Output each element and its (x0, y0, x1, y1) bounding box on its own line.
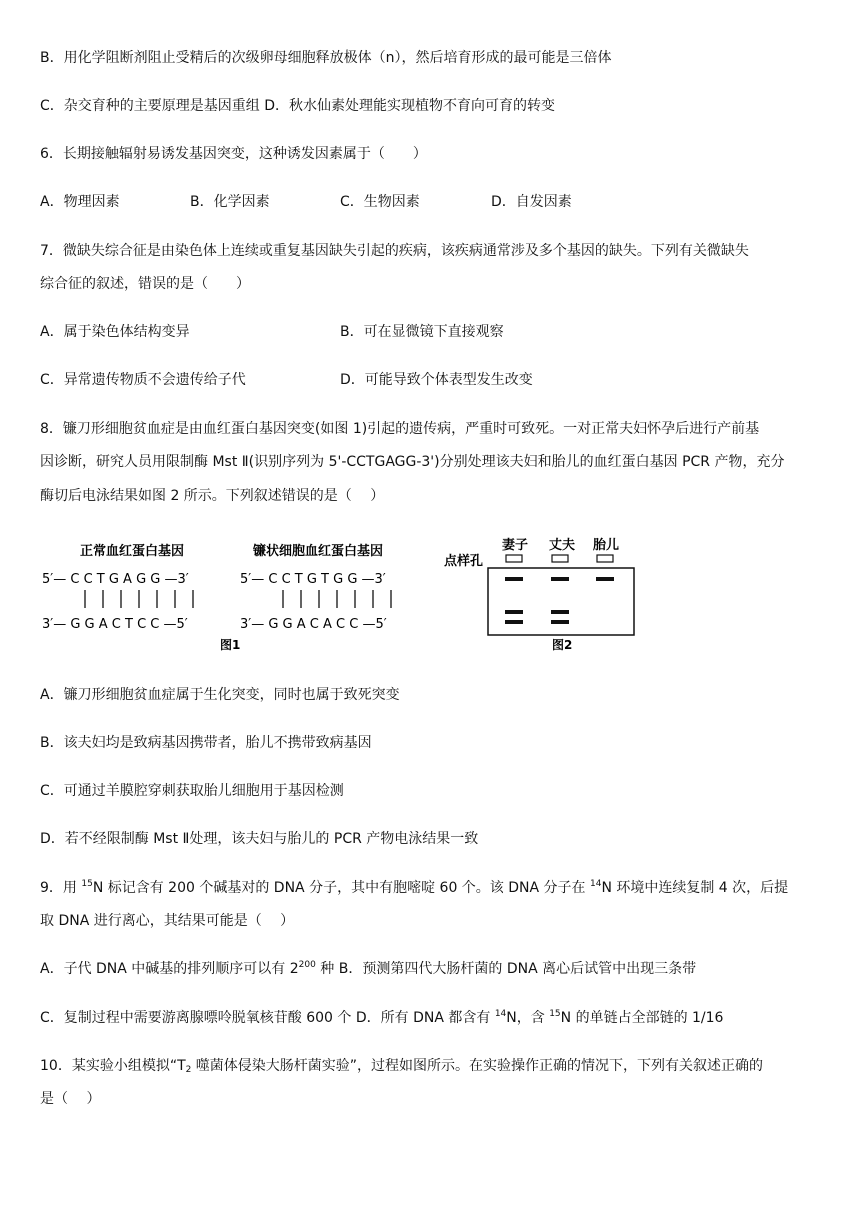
q6-option-b: B．化学因素 (190, 194, 270, 210)
fig1-sickle-top-strand: 5′— C C T G T G G —3′ (240, 572, 386, 587)
q5-option-cd: C．杂交育种的主要原理是基因重组 D．秋水仙素处理能实现植物不育向可育的转变 (40, 98, 556, 114)
q8-stem-line3: 酶切后电泳结果如图 2 所示。下列叙述错误的是（ ） (40, 488, 385, 504)
fig2-caption: 图2 (552, 638, 573, 652)
fig2-well-label: 点样孔 (444, 554, 484, 569)
q7-option-d: D．可能导致个体表型发生改变 (340, 372, 533, 388)
q9-stem-line2: 取 DNA 进行离心，其结果可能是（ ） (40, 913, 295, 929)
q7-option-b: B．可在显微镜下直接观察 (340, 324, 504, 340)
fig1-normal-top-strand: 5′— C C T G A G G —3′ (42, 572, 189, 587)
q8-stem-line1: 8．镰刀形细胞贫血症是由血红蛋白基因突变(如图 1)引起的遗传病，严重时可致死。一对正常夫妇怀孕后进行产前基 (40, 421, 760, 437)
fig2-band-husband-low (551, 620, 569, 624)
q10-stem-line1: 10．某实验小组模拟“$T_2$ 噬菌体侵染大肠杆菌实验”，过程如图所示。在实验操作正确的情况下，下列有关叙述正确的 (40, 1058, 764, 1075)
fig2-band-wife-low (505, 620, 523, 624)
fig2-lane-label-fetus: 胎儿 (593, 538, 620, 553)
q6-stem: 6．长期接触辐射易诱发基因突变，这种诱发因素属于（ ） (40, 146, 427, 162)
fig1-normal-bottom-strand: 3′— G G A C T C C —5′ (42, 617, 188, 632)
q5-option-b: B．用化学阻断剂阻止受精后的次级卵母细胞释放极体（n），然后培育形成的最可能是三倍体 (40, 50, 612, 66)
q7-option-c: C．异常遗传物质不会遗传给子代 (40, 372, 246, 388)
fig2-band-fetus-upper (596, 577, 614, 581)
q9-option-cd: C．复制过程中需要游离腺嘌呤脱氧核苷酸 600 个 D．所有 DNA 都含有 $^{14}$N，含 $^{15}$N 的单链占全部链的 1/16 (40, 1009, 724, 1026)
q7-option-a: A．属于染色体结构变异 (40, 324, 190, 340)
q9-stem-line1: 9．用 $^{15}$N 标记含有 200 个碱基对的 DNA 分子，其中有胞嘧啶 60 个。该 DNA 分子在 $^{14}$N 环境中连续复制 4 次，后提 (40, 879, 789, 896)
fig2-band-wife-mid (505, 610, 523, 614)
fig1-caption: 图1 (220, 638, 241, 652)
fig1-sickle-bottom-strand: 3′— G G A C A C C —5′ (240, 617, 387, 632)
q7-stem-line2: 综合征的叙述，错误的是（ ） (40, 276, 250, 292)
fig2-band-husband-mid (551, 610, 569, 614)
q8-option-d: D．若不经限制酶 Mst Ⅱ处理，该夫妇与胎儿的 PCR 产物电泳结果一致 (40, 831, 479, 847)
fig2-lane-label-husband: 丈夫 (549, 538, 576, 553)
fig1-sickle-title: 镰状细胞血红蛋白基因 (253, 544, 384, 559)
q8-option-a: A．镰刀形细胞贫血症属于生化突变，同时也属于致死突变 (40, 687, 400, 703)
q8-option-b: B．该夫妇均是致病基因携带者，胎儿不携带致病基因 (40, 735, 372, 751)
fig2-well-husband (552, 555, 568, 562)
q10-stem-line2: 是（ ） (40, 1091, 101, 1107)
fig2-well-fetus (597, 555, 613, 562)
q7-stem-line1: 7．微缺失综合征是由染色体上连续或重复基因缺失引起的疾病，该疾病通常涉及多个基因的缺失。下列有关微缺失 (40, 243, 749, 259)
q6-option-d: D．自发因素 (491, 194, 572, 210)
q6-option-c: C．生物因素 (340, 194, 420, 210)
q8-option-c: C．可通过羊膜腔穿刺获取胎儿细胞用于基因检测 (40, 783, 344, 799)
q8-stem-line2: 因诊断，研究人员用限制酶 Mst Ⅱ(识别序列为 5'-CCTGAGG-3')分别处理该夫妇和胎儿的血红蛋白基因 PCR 产物，充分 (40, 454, 785, 470)
q9-option-ab: A．子代 DNA 中碱基的排列顺序可以有 $2^{200}$ 种 B．预测第四代大肠杆菌的 DNA 离心后试管中出现三条带 (40, 960, 697, 977)
fig2-lane-label-wife: 妻子 (502, 538, 529, 553)
q6-option-a: A．物理因素 (40, 194, 120, 210)
fig1-normal-base-pair-lines (85, 590, 193, 608)
fig2-band-wife-upper (505, 577, 523, 581)
figure-1-gene-sequences (40, 532, 440, 657)
fig1-normal-title: 正常血红蛋白基因 (80, 544, 185, 559)
fig1-sickle-base-pair-lines (283, 590, 391, 608)
fig2-well-wife (506, 555, 522, 562)
figure-2-electrophoresis (440, 532, 640, 657)
fig2-band-husband-upper (551, 577, 569, 581)
